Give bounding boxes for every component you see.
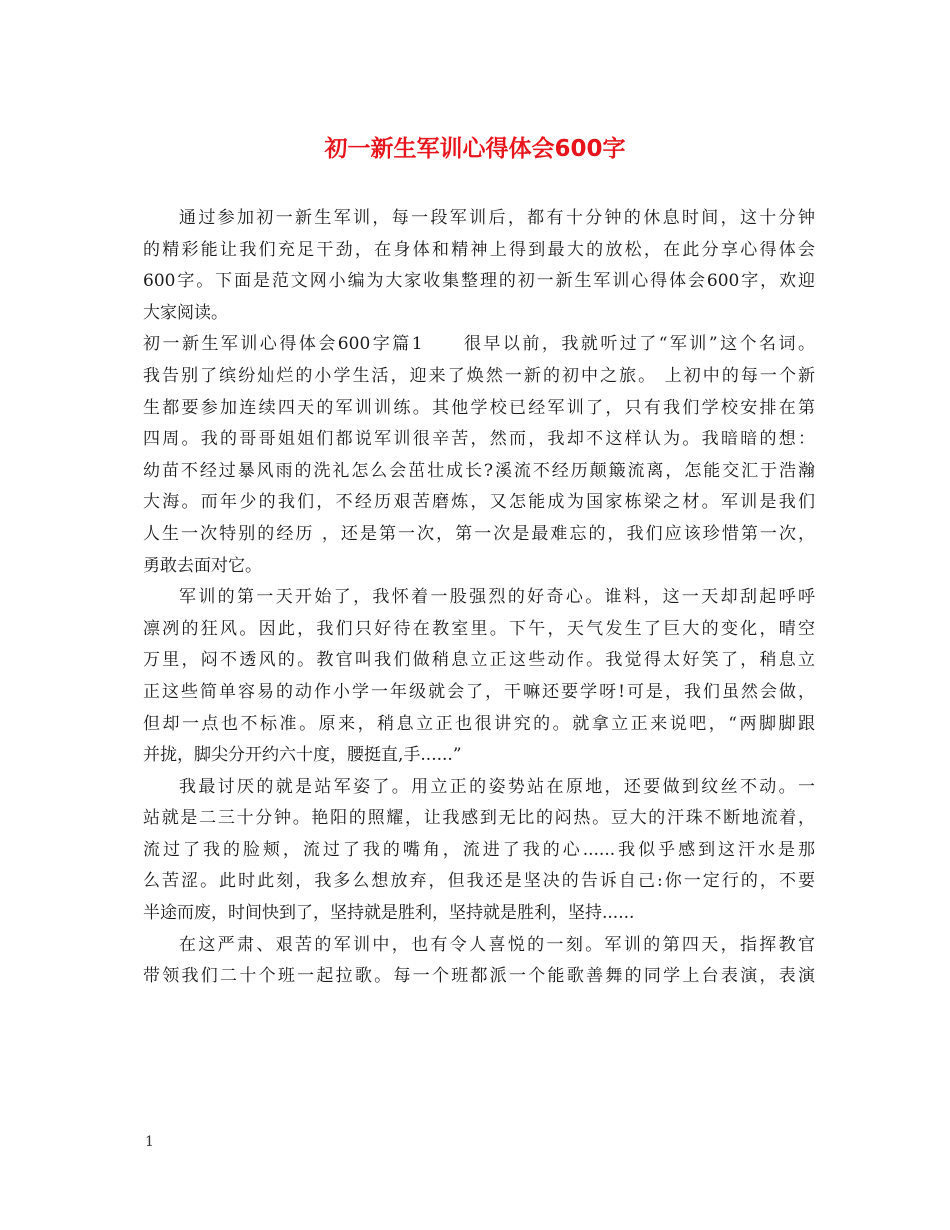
text-line: 但却一点也不标准。原来，稍息立正也很讲究的。就拿立正来说吧，“两脚脚跟 bbox=[143, 713, 815, 734]
text-line: 的精彩能让我们充足干劲，在身体和精神上得到最大的放松，在此分享心得体会 bbox=[143, 239, 815, 260]
text-line: 正这些简单容易的动作小学一年级就会了，干嘛还要学呀!可是，我们虽然会做， bbox=[143, 681, 815, 702]
text-line: 么苦涩。此时此刻，我多么想放弃，但我还是坚决的告诉自己:你一定行的，不要 bbox=[143, 871, 815, 892]
text-line: 600字。下面是范文网小编为大家收集整理的初一新生军训心得体会600字，欢迎 bbox=[143, 271, 815, 292]
text-line: 初一新生军训心得体会600字篇1 很早以前，我就听过了“军训”这个名词。 bbox=[143, 334, 815, 355]
text-line: 生都要参加连续四天的军训训练。其他学校已经军训了，只有我们学校安排在第 bbox=[143, 397, 815, 418]
text-line: 通过参加初一新生军训，每一段军训后，都有十分钟的休息时间，这十分钟 bbox=[179, 208, 815, 228]
text-line: 并拢，脚尖分开约六十度，腰挺直,手......” bbox=[143, 745, 462, 766]
text-line: 我告别了缤纷灿烂的小学生活，迎来了焕然一新的初中之旅。 上初中的每一个新 bbox=[143, 365, 815, 386]
text-line: 四周。我的哥哥姐姐们都说军训很辛苦，然而，我却不这样认为。我暗暗的想： bbox=[143, 429, 815, 450]
text-line: 幼苗不经过暴风雨的洗礼怎么会茁壮成长?溪流不经历颠簸流离，怎能交汇于浩瀚 bbox=[143, 460, 815, 481]
text-line: 万里，闷不透风的。教官叫我们做稍息立正这些动作。我觉得太好笑了，稍息立 bbox=[143, 650, 815, 671]
text-line: 大家阅读。 bbox=[143, 302, 228, 323]
text-line: 带领我们二十个班一起拉歌。每一个班都派一个能歌善舞的同学上台表演，表演 bbox=[143, 966, 815, 987]
text-line: 军训的第一天开始了，我怀着一股强烈的好奇心。谁料，这一天却刮起呼呼 bbox=[179, 587, 815, 608]
text-line: 半途而废，时间快到了，坚持就是胜利，坚持就是胜利，坚持...... bbox=[143, 903, 635, 924]
article-body bbox=[143, 203, 815, 993]
text-line: 在这严肃、艰苦的军训中，也有令人喜悦的一刻。军训的第四天，指挥教官 bbox=[179, 934, 815, 955]
text-line: 大海。而年少的我们，不经历艰苦磨炼，又怎能成为国家栋梁之材。军训是我们 bbox=[143, 492, 815, 513]
text-line: 站就是二三十分钟。艳阳的照耀，让我感到无比的闷热。豆大的汗珠不断地流着， bbox=[143, 808, 815, 829]
text-line: 流过了我的脸颊，流过了我的嘴角，流进了我的心......我似乎感到这汗水是那 bbox=[143, 839, 815, 860]
page-number: 1 bbox=[145, 1134, 154, 1150]
text-line: 我最讨厌的就是站军姿了。用立正的姿势站在原地，还要做到纹丝不动。一 bbox=[179, 776, 815, 797]
page-title: 初一新生军训心得体会600字 bbox=[324, 136, 626, 162]
text-line: 人生一次特别的经历 ，还是第一次，第一次是最难忘的，我们应该珍惜第一次， bbox=[143, 523, 815, 544]
text-line: 凛冽的狂风。因此，我们只好待在教室里。下午，天气发生了巨大的变化，晴空 bbox=[143, 618, 815, 639]
text-line: 勇敢去面对它。 bbox=[143, 555, 262, 576]
